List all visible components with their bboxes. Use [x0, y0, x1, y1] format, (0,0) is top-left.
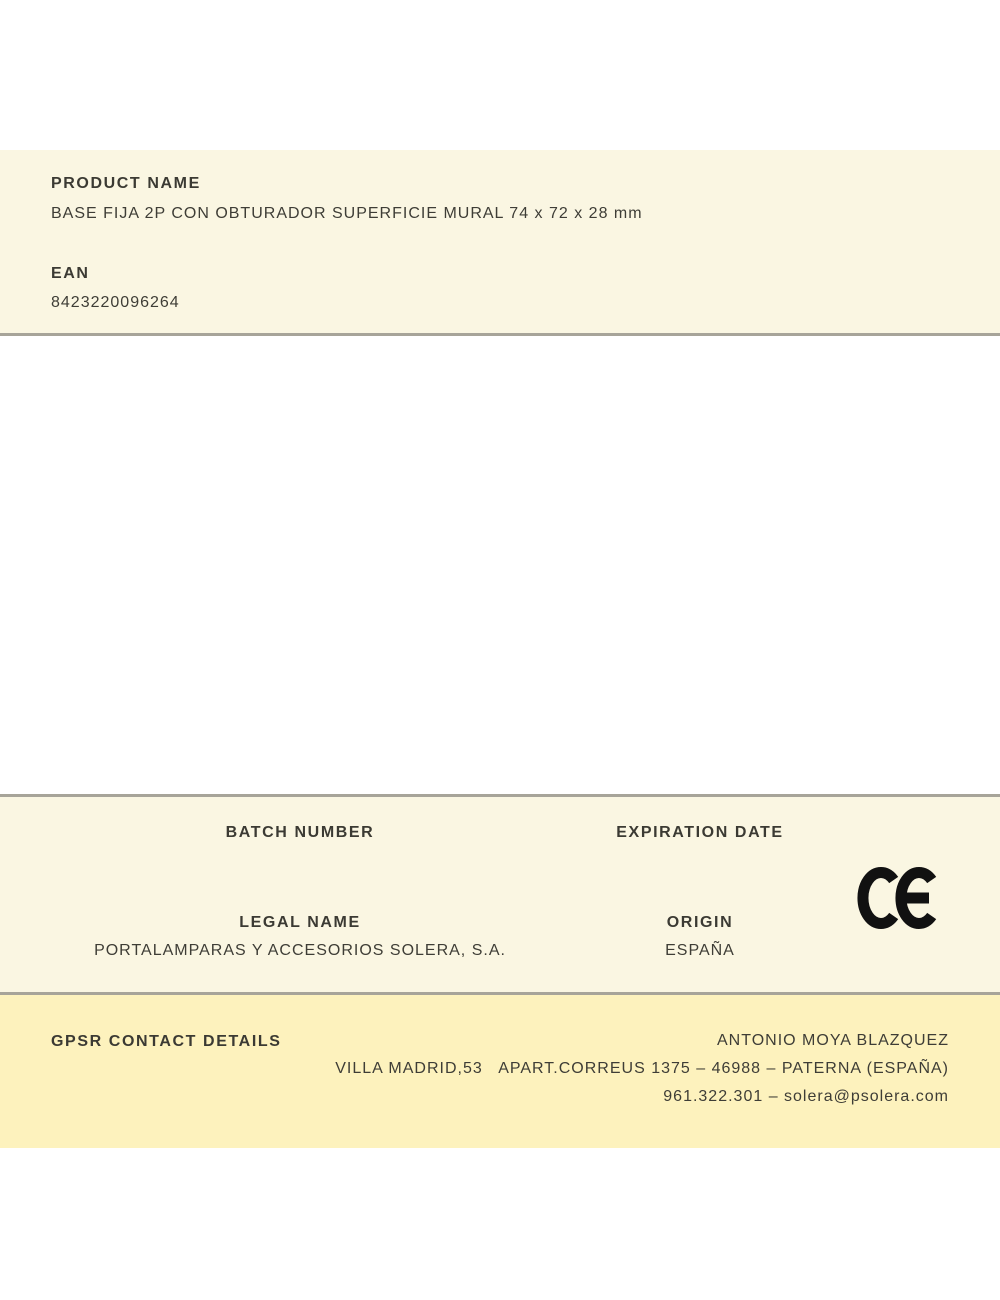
ean-label: EAN — [51, 265, 90, 282]
gpsr-address: VILLA MADRID,53 APART.CORREUS 1375 – 46988 – PATERNA (ESPAÑA) — [335, 1060, 949, 1077]
gpsr-phone-email: 961.322.301 – solera@psolera.com — [663, 1088, 949, 1105]
legal-name-label: LEGAL NAME — [239, 914, 361, 931]
product-name-label: PRODUCT NAME — [51, 175, 201, 192]
traceability-section — [0, 794, 1000, 995]
origin-label: ORIGIN — [666, 914, 734, 931]
product-info-section — [0, 150, 1000, 336]
gpsr-section — [0, 995, 1000, 1148]
ce-marking-icon — [856, 867, 940, 929]
batch-number-label: BATCH NUMBER — [225, 824, 375, 841]
expiration-date-label: EXPIRATION DATE — [616, 824, 784, 841]
ean-value: 8423220096264 — [51, 294, 180, 311]
origin-block — [500, 913, 900, 960]
origin-value: ESPAÑA — [665, 942, 735, 959]
expiration-date-block — [500, 823, 900, 842]
gpsr-contact-block — [335, 1027, 949, 1111]
gpsr-contact-details-label: GPSR CONTACT DETAILS — [51, 1033, 282, 1050]
gpsr-contact-name: ANTONIO MOYA BLAZQUEZ — [717, 1032, 949, 1049]
legal-name-value: PORTALAMPARAS Y ACCESORIOS SOLERA, S.A. — [94, 942, 506, 959]
product-name-value: BASE FIJA 2P CON OBTURADOR SUPERFICIE MURAL 74 x 72 x 28 mm — [51, 205, 643, 222]
